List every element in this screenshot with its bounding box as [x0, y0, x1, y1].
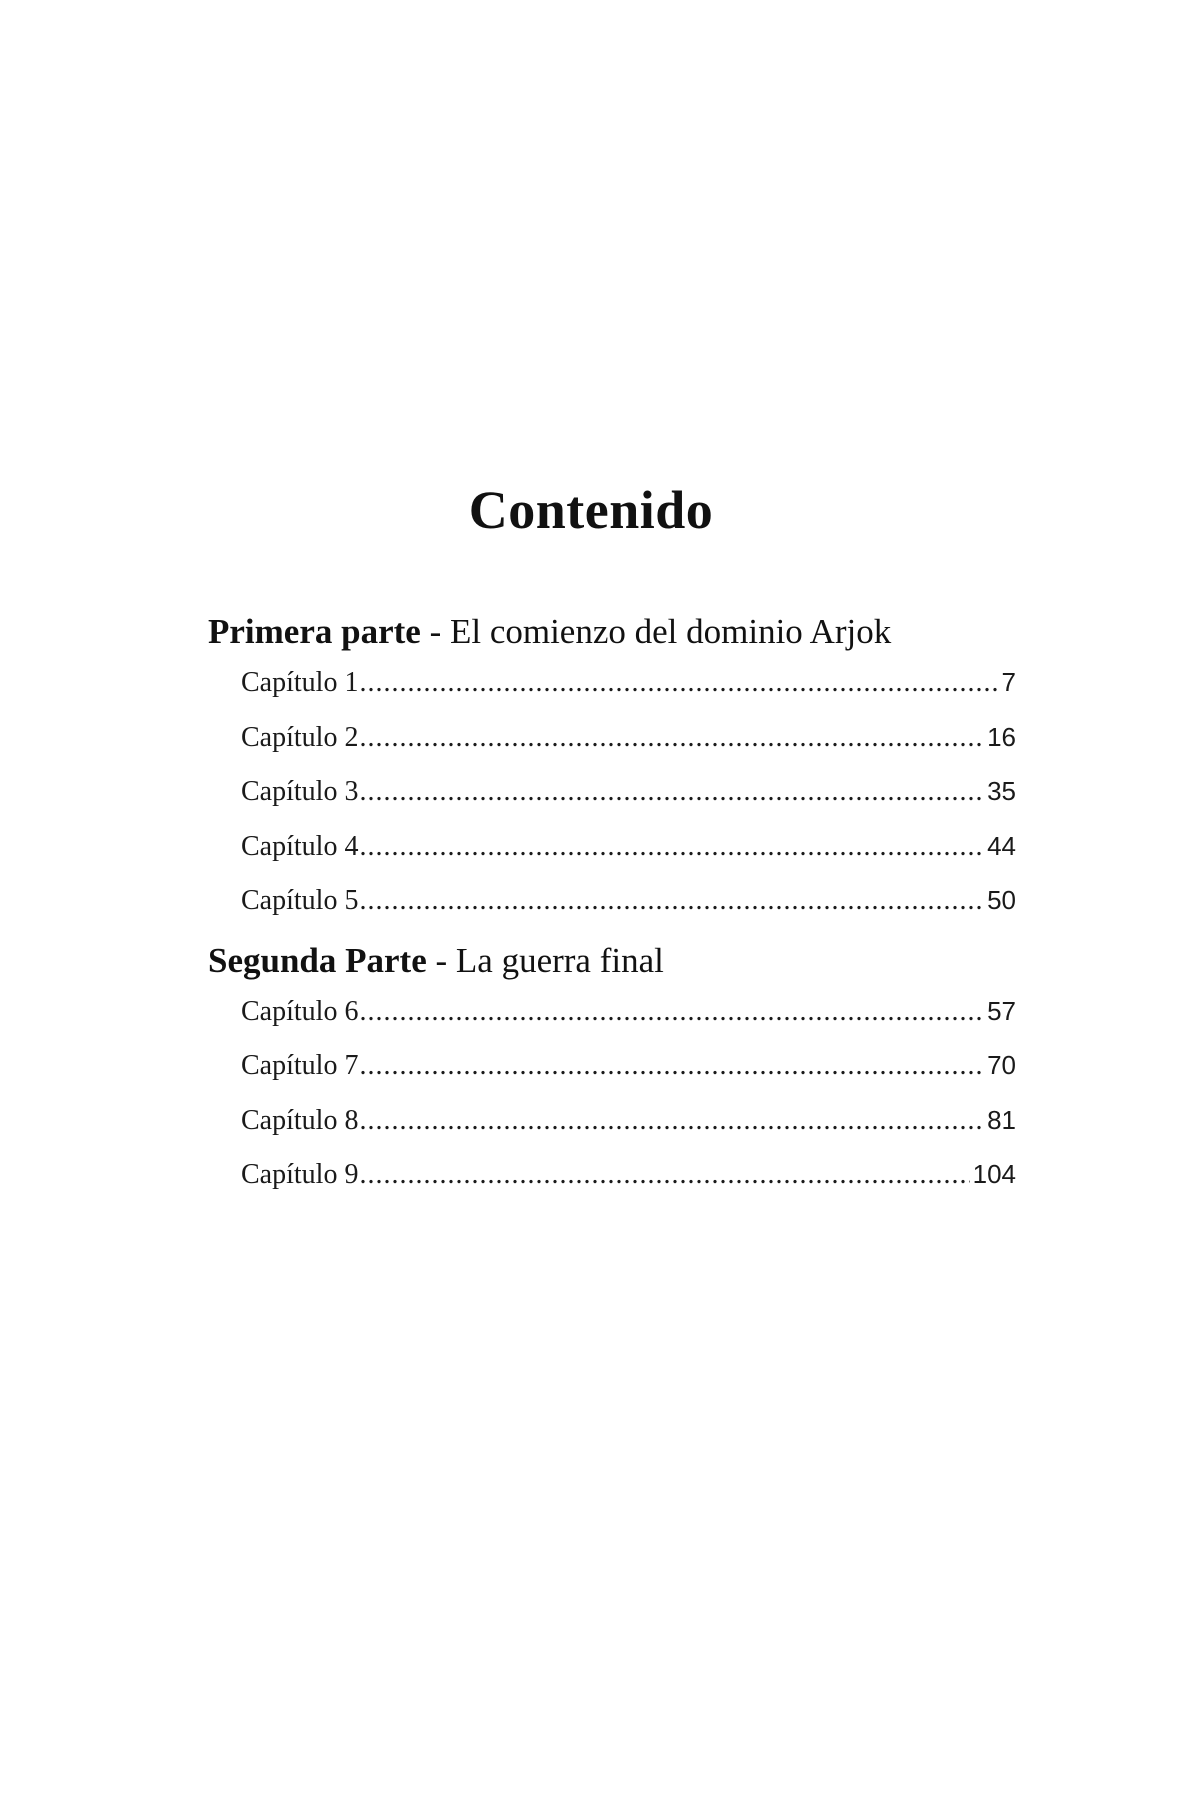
chapter-label: Capítulo 9: [241, 1159, 359, 1190]
toc-entry[interactable]: [241, 1156, 1016, 1211]
toc-entry[interactable]: [241, 882, 1016, 937]
page-number: 57: [987, 995, 1016, 1026]
dot-leader: [359, 994, 984, 1030]
toc-entry[interactable]: [241, 1047, 1016, 1102]
part-separator: -: [426, 940, 456, 980]
toc-entry[interactable]: [241, 993, 1016, 1048]
dot-leader: [359, 1157, 969, 1193]
chapter-label: Capítulo 7: [241, 1050, 359, 1081]
part-name: Primera parte: [208, 612, 421, 651]
page-number: 16: [987, 721, 1016, 752]
part-subtitle: La guerra final: [455, 940, 664, 980]
page-title: Contenido: [468, 480, 714, 540]
chapter-label: Capítulo 6: [241, 995, 359, 1027]
table-of-contents: [208, 610, 1016, 1211]
page-number: 81: [987, 1104, 1016, 1135]
part-separator: -: [420, 612, 450, 651]
page-number: 44: [987, 830, 1016, 861]
chapter-label: Capítulo 4: [241, 830, 359, 862]
part-subtitle: El comienzo del dominio Arjok: [449, 612, 892, 651]
page-number: 7: [1001, 667, 1016, 697]
dot-leader: [359, 774, 984, 810]
page-number: 35: [987, 776, 1016, 806]
chapter-label: Capítulo 8: [241, 1104, 359, 1136]
page-number: 50: [987, 885, 1016, 915]
chapter-label: Capítulo 2: [241, 721, 359, 753]
dot-leader: [359, 1103, 984, 1139]
dot-leader: [359, 665, 998, 701]
chapter-label: Capítulo 5: [241, 885, 359, 916]
part-heading-2: [208, 939, 1016, 993]
page-number: 104: [972, 1159, 1016, 1189]
toc-entry[interactable]: [241, 828, 1016, 883]
page-number: 70: [987, 1050, 1016, 1080]
toc-entry[interactable]: [241, 664, 1016, 719]
toc-entry[interactable]: [241, 1102, 1016, 1157]
part-heading-1: [208, 610, 1016, 664]
dot-leader: [359, 883, 984, 919]
dot-leader: [359, 829, 984, 865]
toc-entry[interactable]: [241, 719, 1016, 774]
dot-leader: [359, 720, 984, 756]
dot-leader: [359, 1048, 984, 1084]
chapter-label: Capítulo 1: [241, 667, 359, 698]
part-name: Segunda Parte: [208, 940, 427, 980]
toc-entry[interactable]: [241, 773, 1016, 828]
chapter-label: Capítulo 3: [241, 776, 359, 807]
